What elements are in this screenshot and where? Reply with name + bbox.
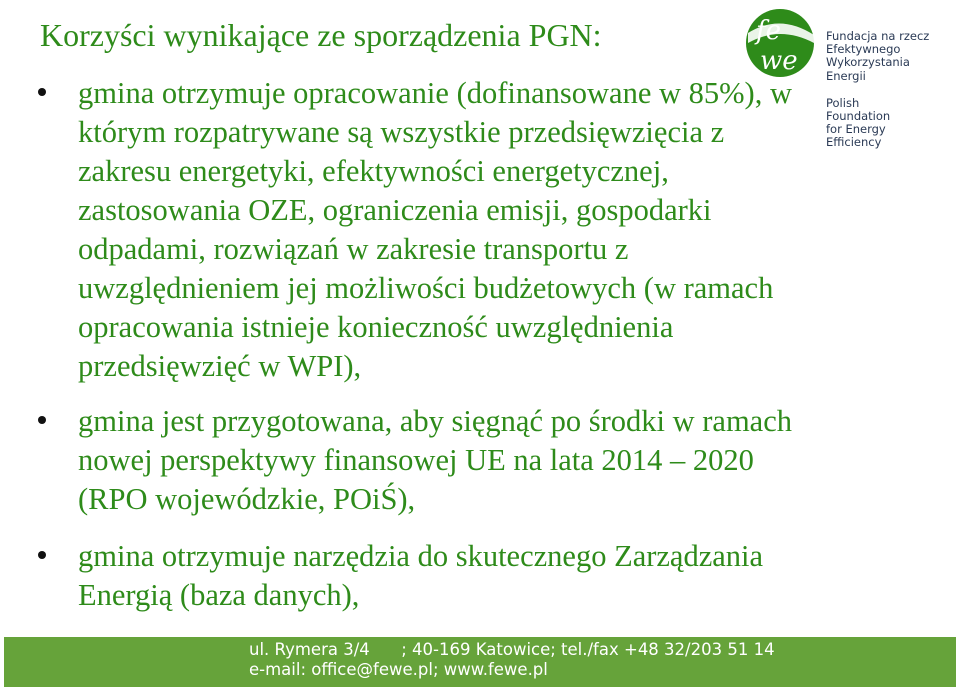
svg-text:fe: fe: [756, 16, 782, 46]
logo-line: Polish: [826, 95, 860, 110]
footer-email-web: e-mail: office@fewe.pl; www.fewe.pl: [249, 660, 548, 679]
bullet-icon: [38, 416, 46, 424]
logo-line: Energii: [826, 68, 866, 83]
bullet-icon: [38, 551, 46, 559]
bullet-icon: [38, 88, 46, 96]
slide-title: Korzyści wynikające ze sporządzenia PGN:: [40, 17, 602, 53]
bullet-text: gmina otrzymuje narzędzia do skutecznego Zarządzania Energią (baza danych),: [78, 539, 764, 612]
footer-address: ul. Rymera 3/4 ; 40-169 Katowice; tel./fax +48 32/203 51 14: [249, 640, 775, 659]
bullet-text: gmina jest przygotowana, aby sięgnąć po środki w ramach nowej perspektywy finansowej UE na lata 2014 – 2020 (RPO wojewódzkie, POiŚ),: [78, 404, 792, 516]
logo-line: Foundation: [826, 109, 891, 124]
footer-contact: [249, 640, 775, 680]
fewe-logo-mark-icon: [740, 3, 820, 83]
logo-caption: [826, 30, 929, 150]
logo-line: Fundacja na rzecz: [826, 29, 930, 43]
logo-line: Efektywnego: [826, 42, 901, 57]
bullet-item: [38, 537, 798, 615]
bullet-item: [38, 74, 798, 386]
svg-text:we: we: [760, 46, 798, 76]
bullet-item: [38, 402, 798, 519]
logo-line: for Energy: [826, 122, 886, 137]
logo-line: Efficiency: [826, 135, 882, 150]
logo-line: Wykorzystania: [826, 55, 910, 70]
footer-bar: [4, 637, 956, 687]
benefits-list: [38, 74, 798, 631]
fewe-logo: [740, 3, 955, 153]
bullet-text: gmina otrzymuje opracowanie (dofinansowane w 85%), w którym rozpatrywane są wszystkie przedsięwzięcia z zakresu energetyki, efektywności energetycznej, zastosowania OZE, ograniczenia emisji, gospodarki odpadami, rozwiązań w zakresie transportu z uwzględnieniem jej możliwości budżetowych (w ramach opracowania istnieje konieczność uwzględnienia przedsięwzięć w WPI),: [78, 76, 792, 383]
